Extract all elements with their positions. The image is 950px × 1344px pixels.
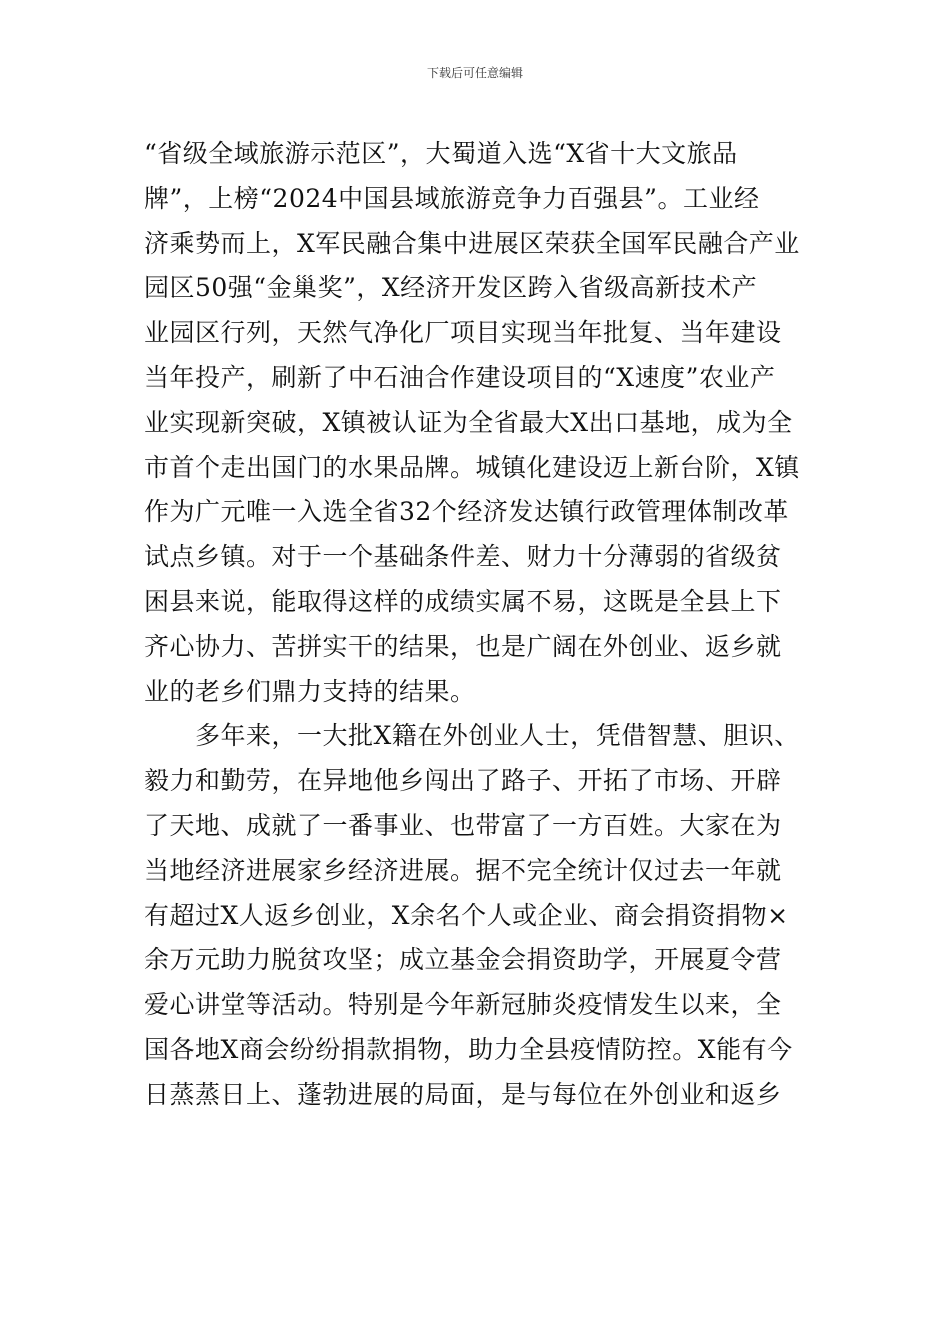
paragraph-1	[144, 132, 809, 714]
text-line: 困县来说，能取得这样的成绩实属不易，这既是全县上下	[144, 586, 782, 616]
text-line: 市首个走出国门的水果品牌。城镇化建设迈上新台阶，X镇	[144, 452, 800, 482]
text-line: 余万元助力脱贫攻坚；成立基金会捐资助学，开展夏令营	[144, 945, 782, 975]
document-body	[144, 132, 809, 1118]
text-line: 园区50强“金巢奖”，X经济开发区跨入省级高新技术产	[144, 273, 758, 303]
text-line: 有超过X人返乡创业，X余名个人或企业、商会捐资捐物×	[144, 900, 789, 930]
text-line: 作为广元唯一入选全省32个经济发达镇行政管理体制改革	[144, 497, 789, 527]
text-line: 牌”，上榜“2024中国县域旅游竞争力百强县”。工业经	[144, 183, 760, 213]
text-line: 毅力和勤劳，在异地他乡闯出了路子、开拓了市场、开辟	[144, 766, 782, 796]
text-line: 当年投产，刷新了中石油合作建设项目的“X速度”农业产	[144, 362, 776, 392]
text-line: 国各地X商会纷纷捐款捐物，助力全县疫情防控。X能有今	[144, 1034, 793, 1064]
text-line: 业实现新突破，X镇被认证为全省最大X出口基地，成为全	[144, 407, 793, 437]
text-line: “省级全域旅游示范区”，大蜀道入选“X省十大文旅品	[144, 139, 738, 168]
paragraph-2	[144, 714, 809, 1117]
page-header: 下载后可任意编辑	[426, 66, 523, 80]
text-line: 济乘势而上，X军民融合集中进展区荣获全国军民融合产业	[144, 228, 800, 258]
text-line: 日蒸蒸日上、蓬勃进展的局面，是与每位在外创业和返乡	[144, 1079, 782, 1109]
text-line: 爱心讲堂等活动。特别是今年新冠肺炎疫情发生以来，全	[144, 990, 782, 1020]
text-line: 多年来，一大批X籍在外创业人士，凭借智慧、胆识、	[195, 721, 800, 751]
text-line: 试点乡镇。对于一个基础条件差、财力十分薄弱的省级贫	[144, 542, 782, 572]
text-line: 当地经济进展家乡经济进展。据不完全统计仅过去一年就	[144, 855, 782, 885]
text-line: 业的老乡们鼎力支持的结果。	[144, 676, 476, 706]
text-line: 齐心协力、苦拼实干的结果，也是广阔在外创业、返乡就	[144, 631, 782, 661]
text-line: 了天地、成就了一番事业、也带富了一方百姓。大家在为	[144, 810, 782, 840]
text-line: 业园区行列，天然气净化厂项目实现当年批复、当年建设	[144, 318, 782, 348]
